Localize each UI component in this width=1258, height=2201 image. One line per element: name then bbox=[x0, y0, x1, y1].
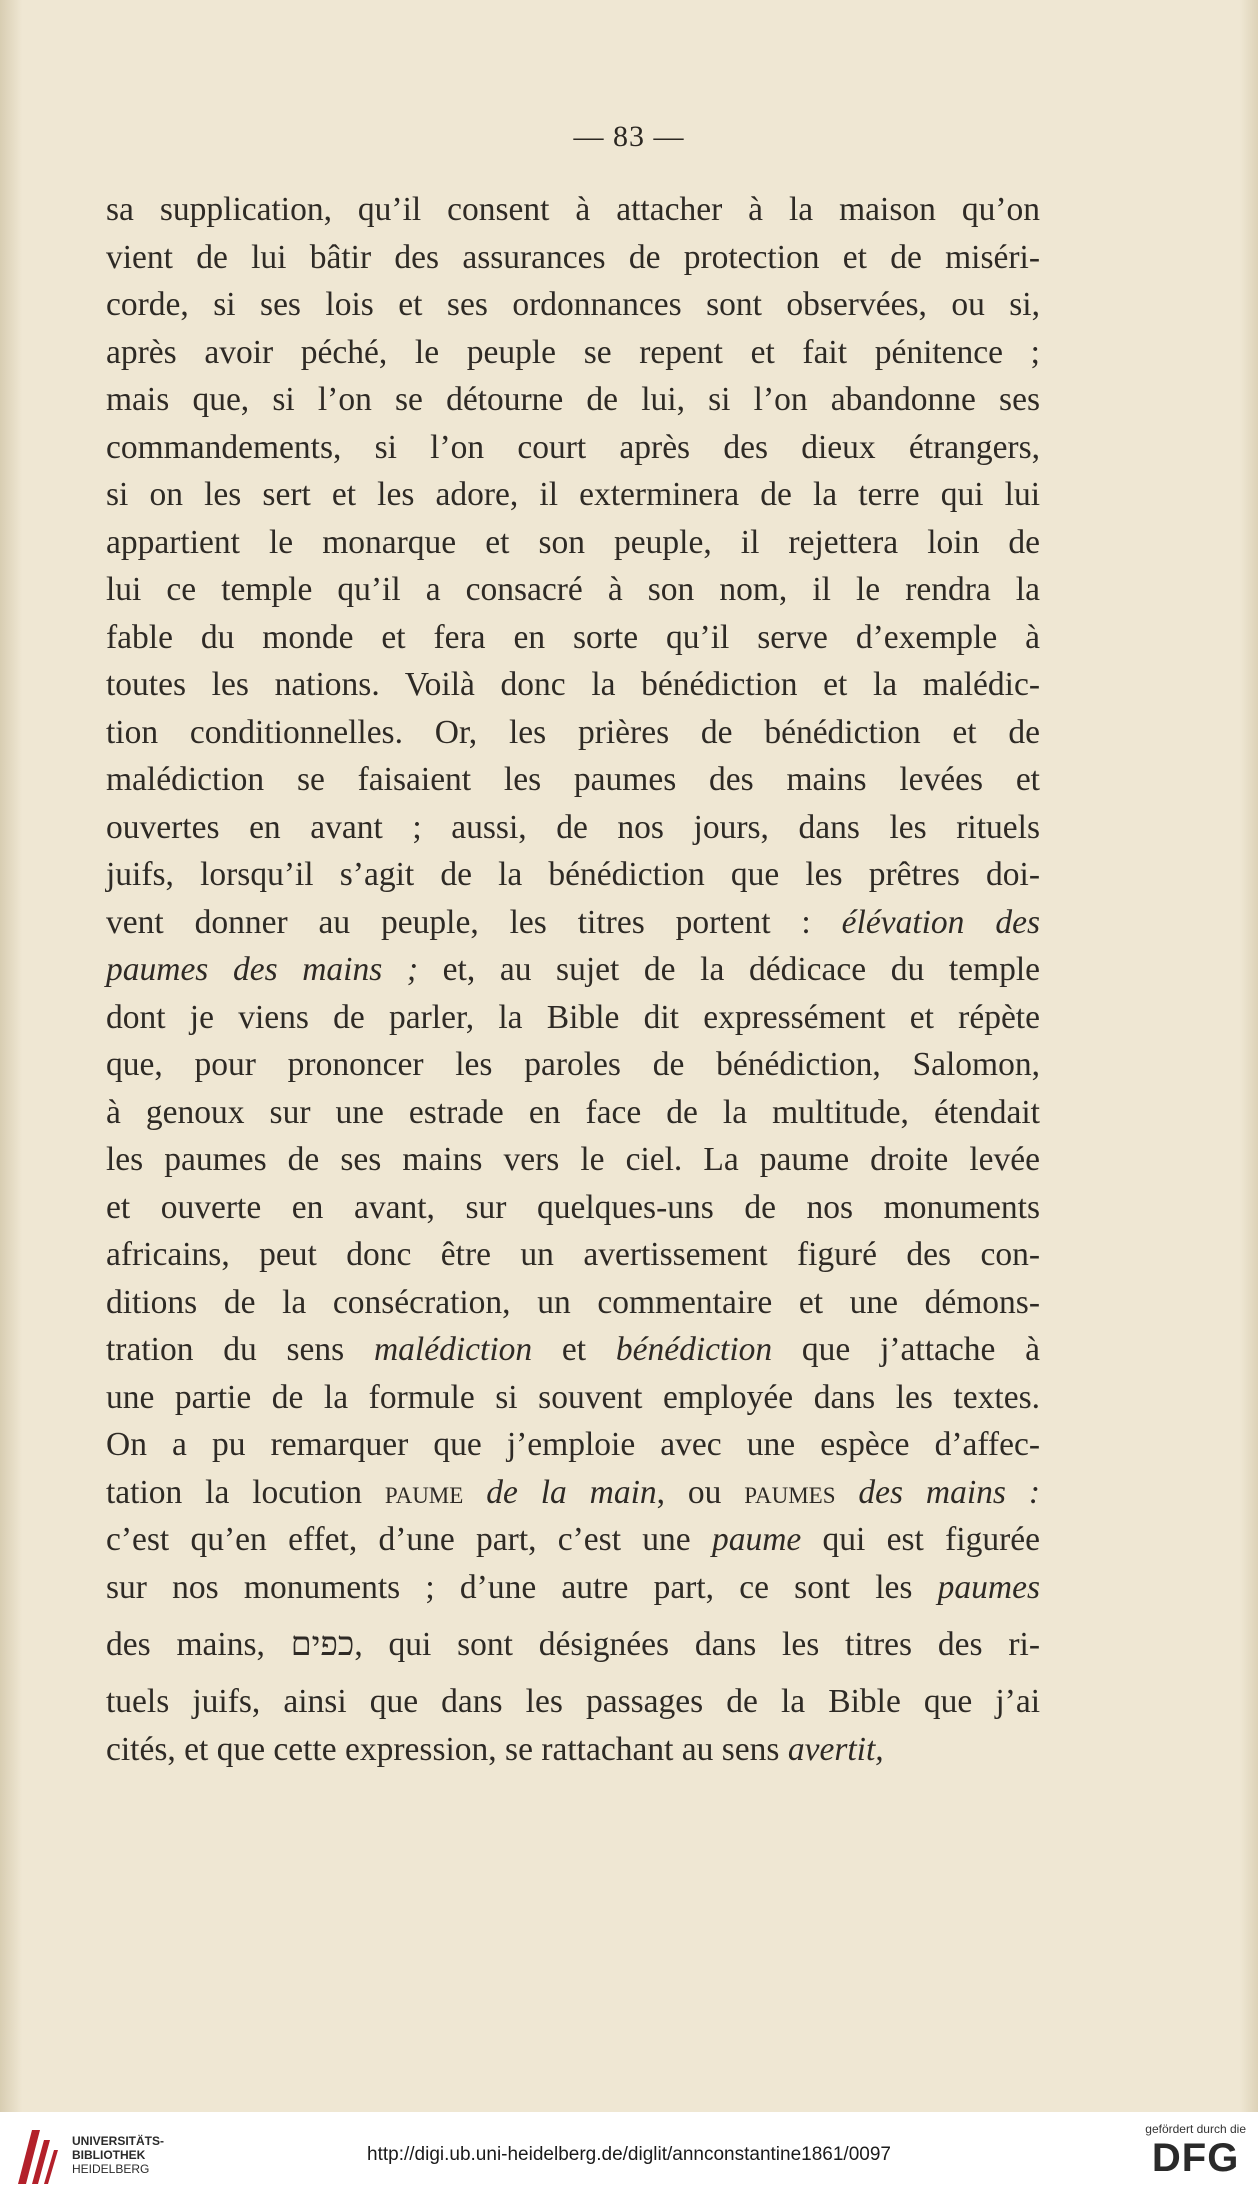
text-line bbox=[106, 1184, 1040, 1232]
text-segment: malédiction se faisaient les paumes des mains levées et bbox=[106, 761, 1040, 798]
page-edge-shadow-left bbox=[0, 0, 22, 2112]
text-segment: une partie de la formule si souvent employée dans les textes. bbox=[106, 1378, 1040, 1416]
text-segment: tration du sens bbox=[106, 1331, 374, 1368]
small-caps-text: paumes bbox=[744, 1473, 836, 1511]
text-segment bbox=[836, 1474, 859, 1511]
text-line bbox=[106, 234, 1040, 282]
italic-text: malédiction bbox=[373, 1331, 533, 1368]
italic-text: des mains : bbox=[858, 1473, 1041, 1511]
text-line bbox=[106, 424, 1040, 472]
text-line bbox=[106, 1611, 1040, 1678]
text-line bbox=[106, 281, 1040, 329]
text-segment: si on les sert et les adore, il exterminera de la terre qui lui bbox=[106, 476, 1040, 513]
digitization-footer bbox=[0, 2112, 1258, 2201]
text-line bbox=[106, 1516, 1040, 1564]
library-name-line1: UNIVERSITÄTS- bbox=[72, 2134, 165, 2148]
text-line bbox=[106, 851, 1040, 899]
text-line bbox=[106, 1374, 1040, 1422]
italic-text: avertit, bbox=[787, 1730, 884, 1768]
text-segment: les paumes de ses mains vers le ciel. La paume droite levée bbox=[106, 1141, 1040, 1178]
text-segment: toutes les nations. Voilà donc la bénédiction et la malédic- bbox=[106, 666, 1040, 703]
text-segment: et bbox=[532, 1331, 616, 1368]
library-name-line2: BIBLIOTHEK bbox=[72, 2148, 146, 2162]
italic-text: paumes des mains ; bbox=[106, 951, 419, 988]
permalink-url[interactable]: http://digi.ub.uni-heidelberg.de/diglit/annconstantine1861/0097 bbox=[367, 2144, 891, 2165]
text-segment: et ouverte en avant, sur quelques-uns de nos monuments bbox=[106, 1188, 1040, 1226]
italic-text: bénédiction bbox=[615, 1331, 773, 1368]
text-line bbox=[106, 709, 1040, 757]
text-segment: , ou bbox=[656, 1473, 745, 1511]
italic-text: de la main bbox=[486, 1473, 657, 1511]
page-edge-shadow-right bbox=[1240, 0, 1258, 2112]
text-line bbox=[106, 994, 1040, 1042]
text-segment: corde, si ses lois et ses ordonnances sont observées, ou si, bbox=[106, 286, 1040, 323]
italic-text: paume bbox=[711, 1521, 802, 1558]
body-text bbox=[106, 186, 1040, 1773]
text-line bbox=[106, 1421, 1040, 1469]
text-line bbox=[106, 1564, 1040, 1612]
funding-credit bbox=[1145, 2122, 1246, 2180]
text-line bbox=[106, 186, 1040, 234]
text-line bbox=[106, 1469, 1040, 1517]
text-segment: cités, et que cette expression, se rattachant au sens bbox=[106, 1730, 788, 1768]
text-line bbox=[106, 756, 1040, 804]
text-line bbox=[106, 471, 1040, 519]
italic-text: élévation des bbox=[841, 903, 1040, 941]
text-line bbox=[106, 566, 1040, 614]
text-segment: fable du monde et fera en sorte qu’il serve d’exemple à bbox=[106, 618, 1040, 656]
text-segment: vent donner au peuple, les titres portent : bbox=[106, 903, 842, 941]
text-line bbox=[106, 1136, 1040, 1184]
text-line bbox=[106, 1231, 1040, 1279]
text-segment: sa supplication, qu’il consent à attacher à la maison qu’on bbox=[106, 191, 1040, 228]
text-line bbox=[106, 899, 1040, 947]
italic-text: paumes bbox=[937, 1568, 1040, 1606]
text-line bbox=[106, 376, 1040, 424]
text-segment: juifs, lorsqu’il s’agit de la bénédiction que les prêtres doi- bbox=[106, 856, 1040, 893]
text-line bbox=[106, 661, 1040, 709]
text-segment: appartient le monarque et son peuple, il rejettera loin de bbox=[106, 523, 1040, 561]
text-segment: tion conditionnelles. Or, les prières de bénédiction et de bbox=[106, 713, 1040, 751]
text-segment: que j’attache à bbox=[772, 1331, 1041, 1368]
text-segment bbox=[463, 1474, 486, 1511]
text-line bbox=[106, 1678, 1040, 1726]
text-segment: tuels juifs, ainsi que dans les passages de la Bible que j’ai bbox=[106, 1683, 1040, 1720]
text-segment: ditions de la consécration, un commentaire et une démons- bbox=[106, 1283, 1040, 1321]
text-line bbox=[106, 946, 1040, 994]
text-line bbox=[106, 614, 1040, 662]
text-segment: qui est figurée bbox=[801, 1521, 1040, 1558]
text-segment: c’est qu’en effet, d’une part, c’est une bbox=[106, 1521, 712, 1558]
text-segment: mais que, si l’on se détourne de lui, si l’on abandonne ses bbox=[106, 381, 1040, 418]
text-line bbox=[106, 1726, 1040, 1774]
text-segment: tation la locution bbox=[106, 1473, 385, 1511]
library-name-line3: HEIDELBERG bbox=[72, 2162, 150, 2176]
text-segment: vient de lui bâtir des assurances de protection et de miséri- bbox=[106, 238, 1040, 276]
text-line bbox=[106, 1279, 1040, 1327]
text-line bbox=[106, 804, 1040, 852]
text-line bbox=[106, 1326, 1040, 1374]
small-caps-text: paume bbox=[384, 1473, 464, 1511]
page-number: — 83 — bbox=[573, 120, 685, 153]
text-segment: africains, peut donc être un avertissement figuré des con- bbox=[106, 1236, 1040, 1273]
text-segment: sur nos monuments ; d’une autre part, ce sont les bbox=[106, 1568, 938, 1606]
text-segment: après avoir péché, le peuple se repent et fait pénitence ; bbox=[106, 333, 1040, 371]
text-line bbox=[106, 519, 1040, 567]
text-segment: des mains, כפים, qui sont désignées dans les titres des ri- bbox=[106, 1626, 1040, 1663]
text-segment: que, pour prononcer les paroles de bénédiction, Salomon, bbox=[106, 1046, 1040, 1083]
text-line bbox=[106, 1041, 1040, 1089]
text-segment: et, au sujet de la dédicace du temple bbox=[418, 951, 1040, 988]
text-line bbox=[106, 1089, 1040, 1137]
funded-by-label: gefördert durch die bbox=[1145, 2122, 1246, 2136]
text-segment: dont je viens de parler, la Bible dit expressément et répète bbox=[106, 998, 1040, 1036]
text-segment: lui ce temple qu’il a consacré à son nom, il le rendra la bbox=[106, 571, 1040, 608]
text-segment: commandements, si l’on court après des dieux étrangers, bbox=[106, 428, 1040, 466]
text-segment: à genoux sur une estrade en face de la multitude, étendait bbox=[106, 1093, 1040, 1131]
dfg-logo: DFG bbox=[1151, 2136, 1240, 2180]
text-line bbox=[106, 329, 1040, 377]
text-segment: On a pu remarquer que j’emploie avec une espèce d’affec- bbox=[106, 1426, 1040, 1463]
text-segment: ouvertes en avant ; aussi, de nos jours, dans les rituels bbox=[106, 808, 1040, 846]
